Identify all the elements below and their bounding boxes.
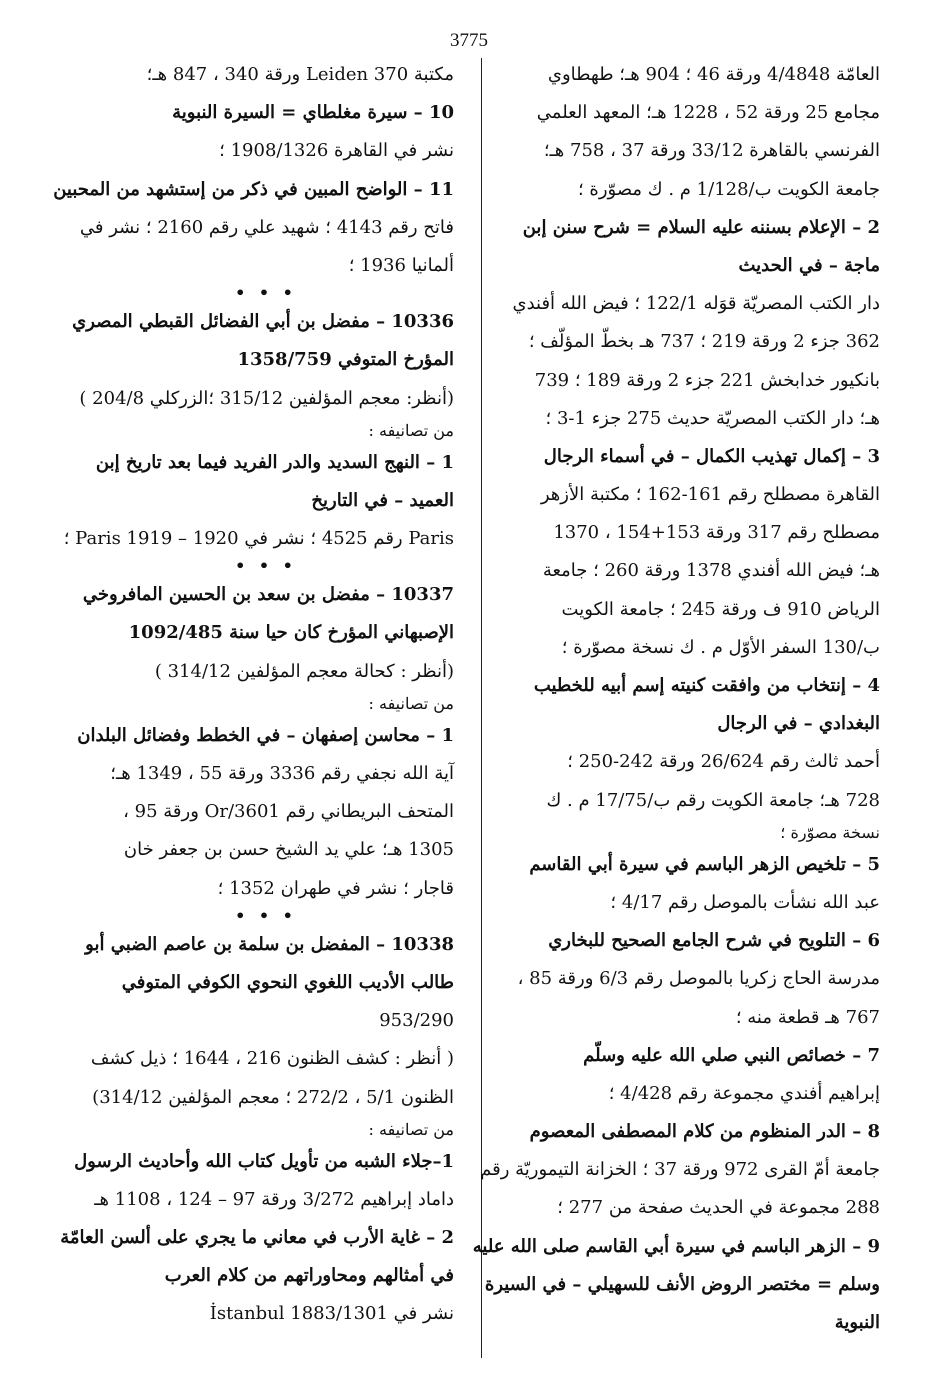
- entry-heading: 9 – الزهر الباسم في سيرة أبي القاسم صلى الله عليه: [472, 1235, 880, 1257]
- entry-heading: الإصبهاني المؤرخ كان حيا سنة 1092/485: [128, 622, 454, 644]
- entry-note: نسخة مصوّرة ؛: [780, 822, 880, 842]
- entry-text: 728 هـ؛ جامعة الكويت رقم ب/17/75 م . ك: [546, 789, 880, 811]
- entry-text: 1305 هـ؛ علي يد الشيخ حسن بن جعفر خان: [123, 839, 454, 861]
- entry-heading: ماجة – في الحديث: [738, 254, 880, 276]
- entry-heading: 8 – الدر المنظوم من كلام المصطفى المعصوم: [529, 1121, 880, 1143]
- entry-text: مكتبة Leiden 370 ورقة 340 ، 847 هـ؛: [146, 64, 454, 85]
- entry-text: (أنظر : كحالة معجم المؤلفين 314/12 ): [154, 660, 454, 682]
- entry-text: المتحف البريطاني رقم Or/3601 ورقة 95 ،: [123, 801, 454, 823]
- right-column: [472, 56, 880, 1342]
- entry-text: نشر في İstanbul 1883/1301: [209, 1303, 454, 1325]
- entry-text: مدرسة الحاج زكريا بالموصل رقم 6/3 ورقة 85 ،: [517, 968, 880, 990]
- entry-text: هـ؛ فيض الله أفندي 1378 ورقة 260 ؛ جامعة: [542, 560, 880, 582]
- entry-text: فاتح رقم 4143 ؛ شهيد علي رقم 2160 ؛ نشر في: [79, 216, 454, 238]
- entry-heading: 7 – خصائص النبي صلي الله عليه وسلّم: [583, 1044, 880, 1066]
- entry-text: داماد إبراهيم 3/272 ورقة 97 – 124 ، 1108 هـ: [94, 1188, 454, 1210]
- entry-text: عبد الله نشأت بالموصل رقم 4/17 ؛: [610, 891, 880, 913]
- entry-heading: العميد – في التاريخ: [311, 489, 454, 511]
- entry-text: جامعة الكويت ب/1/128 م . ك مصوّرة ؛: [577, 178, 880, 200]
- page-number: 3775: [450, 30, 488, 51]
- separator-dots: • • •: [235, 556, 297, 576]
- entry-text: الرياض 910 ف ورقة 245 ؛ جامعة الكويت: [561, 598, 880, 620]
- entry-heading: المؤرخ المتوفي 1358/759: [237, 349, 454, 371]
- entry-text: 288 مجموعة في الحديث صفحة من 277 ؛: [557, 1197, 880, 1219]
- entry-text: 767 هـ قطعة منه ؛: [735, 1006, 880, 1028]
- entry-text: نشر في القاهرة 1908/1326 ؛: [219, 140, 454, 162]
- entry-heading: البغدادي – في الرجال: [717, 713, 880, 735]
- entry-text: ( أنظر : كشف الظنون 216 ، 1644 ؛ ذيل كشف: [90, 1048, 454, 1070]
- entry-text: قاجار ؛ نشر في طهران 1352 ؛: [217, 877, 454, 899]
- entry-text: الظنون 5/1 ، 272/2 ؛ معجم المؤلفين 314/12): [92, 1086, 454, 1108]
- entry-text: جامعة أمّ القرى 972 ورقة 37 ؛ الخزانة التيموريّة رقم: [480, 1159, 880, 1181]
- entry-text: بانكيور خدابخش 221 جزء 2 ورقة 189 ؛ 739: [534, 369, 880, 391]
- entry-text: إبراهيم أفندي مجموعة رقم 4/428 ؛: [608, 1082, 880, 1104]
- entry-heading: 10338 – المفضل بن سلمة بن عاصم الضبي أبو: [85, 933, 454, 955]
- entry-text: أحمد ثالث رقم 26/624 ورقة 242-250 ؛: [567, 751, 880, 773]
- entry-heading: في أمثالهم ومحاوراتهم من كلام العرب: [164, 1265, 454, 1287]
- entry-text: هـ؛ دار الكتب المصريّة حديث 275 جزء 1-3 ؛: [545, 407, 880, 429]
- entry-heading: 6 – التلويح في شرح الجامع الصحيح للبخاري: [548, 930, 880, 952]
- entry-heading: 10336 – مفضل بن أبي الفضائل القبطي المصري: [72, 311, 454, 333]
- entry-text: آية الله نجفي رقم 3336 ورقة 55 ، 1349 هـ؛: [110, 763, 454, 784]
- entry-text: ألمانيا 1936 ؛: [348, 254, 454, 276]
- entry-heading: 4 – إنتخاب من وافقت كنيته إسم أبيه للخطيب: [533, 675, 880, 696]
- entry-text: Paris رقم 4525 ؛ نشر في Paris 1919 – 1920 ؛: [63, 528, 454, 550]
- entry-heading: النبوية: [834, 1312, 880, 1333]
- entry-heading: 1–جلاء الشبه من تأويل كتاب الله وأحاديث الرسول: [74, 1150, 454, 1172]
- entry-heading: 2 – غاية الأرب في معاني ما يجري على ألسن العامّة: [60, 1227, 454, 1249]
- entry-text: دار الكتب المصريّة قوَله 122/1 ؛ فيض الله أفندي: [512, 293, 880, 315]
- entry-text: مصطلح رقم 317 ورقة 153+154 ، 1370: [553, 522, 880, 544]
- entry-text: القاهرة مصطلح رقم 161-162 ؛ مكتبة الأزهر: [540, 484, 880, 506]
- entry-heading: 3 – إكمال تهذيب الكمال – في أسماء الرجال: [543, 445, 880, 467]
- left-column: [53, 56, 454, 1334]
- entry-text: (أنظر: معجم المؤلفين 315/12 ؛الزركلي 204/8 ): [79, 387, 454, 409]
- entry-heading: 10 – سيرة مغلطاي = السيرة النبوية: [172, 102, 454, 124]
- entry-heading: طالب الأديب اللغوي النحوي الكوفي المتوفي: [121, 971, 454, 993]
- separator-dots: • • •: [235, 905, 297, 925]
- separator-dots: • • •: [235, 283, 297, 303]
- entry-heading: 1 – محاسن إصفهان – في الخطط وفضائل البلدان: [77, 724, 454, 746]
- entry-text: 953/290: [379, 1010, 454, 1032]
- entry-heading: 5 – تلخيص الزهر الباسم في سيرة أبي القاسم: [529, 853, 880, 875]
- entry-heading: وسلم = مختصر الروض الأنف للسهيلي – في السيرة: [484, 1273, 880, 1295]
- entry-text: العامّة 4/4848 ورقة 46 ؛ 904 هـ؛ طهطاوي: [547, 64, 880, 85]
- entry-text: مجامع 25 ورقة 52 ، 1228 هـ؛ المعهد العلمي: [536, 102, 880, 124]
- entry-heading: 2 – الإعلام بسننه عليه السلام = شرح سنن إبن: [522, 216, 880, 238]
- entry-heading: 10337 – مفضل بن سعد بن الحسين المافروخي: [82, 584, 454, 606]
- entry-note: من تصانيفه :: [368, 420, 454, 440]
- entry-text: ب/130 السفر الأوّل م . ك نسخة مصوّرة ؛: [561, 636, 880, 658]
- entry-note: من تصانيفه :: [368, 1119, 454, 1139]
- entry-text: 362 جزء 2 ورقة 219 ؛ 737 هـ بخطّ المؤلّف ؛: [528, 331, 880, 353]
- entry-text: الفرنسي بالقاهرة 33/12 ورقة 37 ، 758 هـ؛: [543, 140, 880, 162]
- entry-heading: 1 – النهج السديد والدر الفريد فيما بعد تاريخ إبن: [95, 451, 454, 473]
- entry-note: من تصانيفه :: [368, 693, 454, 713]
- entry-heading: 11 – الواضح المبين في ذكر من إستشهد من المحبين: [53, 178, 454, 200]
